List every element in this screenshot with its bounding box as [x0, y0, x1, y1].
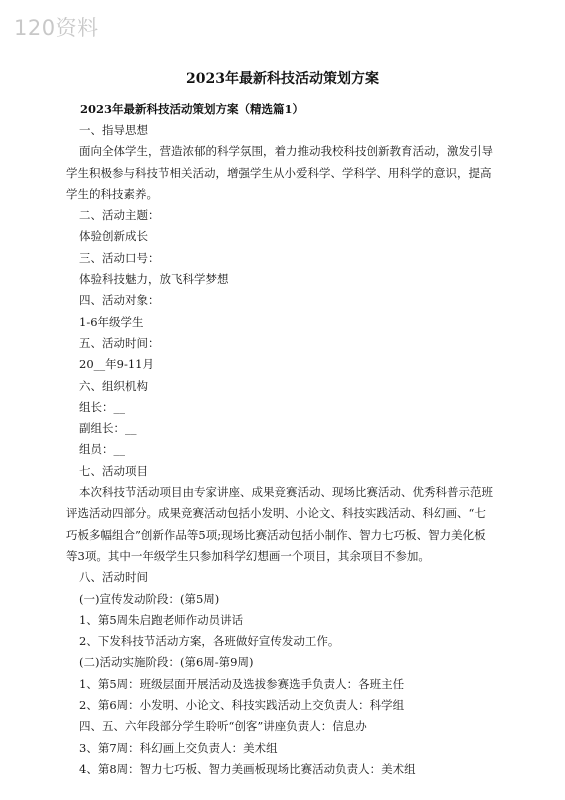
body-line: 3、第7周：科幻画上交负责人：美术组 [79, 740, 278, 755]
body-line: 四、五、六年段部分学生聆听“创客”讲座负责人：信息办 [79, 719, 367, 734]
body-line: 副组长：__ [79, 421, 137, 436]
body-line: 三、活动口号： [79, 250, 160, 265]
body-line: 八、活动时间 [79, 570, 148, 585]
body-line: 学生积极参与科技节相关活动，增强学生从小爱科学、学科学、用科学的意识，提高 [66, 165, 492, 180]
body-line: 组长：__ [79, 399, 125, 414]
body-line: 4、第8周：智力七巧板、智力美画板现场比赛活动负责人：美术组 [79, 761, 416, 776]
body-line: 1、第5周：班级层面开展活动及选拔参赛选手负责人：各班主任 [79, 676, 405, 691]
body-line: 20__年9-11月 [79, 357, 154, 372]
body-line: 组员：__ [79, 442, 125, 457]
body-line: (二)活动实施阶段：(第6周-第9周) [79, 655, 254, 670]
document-subtitle: 2023年最新科技活动策划方案（精选篇1） [80, 102, 305, 116]
body-line: 七、活动项目 [79, 463, 148, 478]
body-line: 等3项。其中一年级学生只参加科学幻想画一个项目，其余项目不参加。 [66, 548, 430, 563]
body-line: 面向全体学生，营造浓郁的科学氛围，着力推动我校科技创新教育活动，激发引导 [79, 144, 493, 159]
body-line: 1-6年级学生 [79, 314, 144, 329]
body-line: (一)宣传发动阶段：(第5周) [79, 591, 220, 606]
body-line: 评选活动四部分。成果竞赛活动包括小发明、小论文、科技实践活动、科幻画、“七 [66, 506, 486, 521]
body-line: 巧板多幅组合”创新作品等5项;现场比赛活动包括小制作、智力七巧板、智力美化板 [66, 527, 486, 542]
document-body [66, 120, 501, 780]
body-line: 2、下发科技节活动方案，各班做好宣传发动工作。 [79, 634, 340, 649]
body-line: 本次科技节活动项目由专家讲座、成果竞赛活动、现场比赛活动、优秀科普示范班 [79, 485, 493, 500]
body-line: 二、活动主题： [79, 208, 160, 223]
watermark-text: 120资料 [14, 16, 99, 40]
body-line: 六、组织机构 [79, 378, 148, 393]
body-line: 四、活动对象： [79, 293, 160, 308]
body-line: 1、第5周朱启跑老师作动员讲话 [79, 612, 244, 627]
body-line: 2、第6周：小发明、小论文、科技实践活动上交负责人：科学组 [79, 698, 405, 713]
body-line: 体验创新成长 [79, 229, 148, 244]
body-line: 一、指导思想 [79, 123, 148, 137]
body-line: 学生的科技素养。 [66, 186, 158, 201]
document-title: 2023年最新科技活动策划方案 [186, 71, 379, 87]
body-line: 体验科技魅力，放飞科学梦想 [79, 272, 229, 287]
body-line: 五、活动时间： [79, 335, 160, 350]
